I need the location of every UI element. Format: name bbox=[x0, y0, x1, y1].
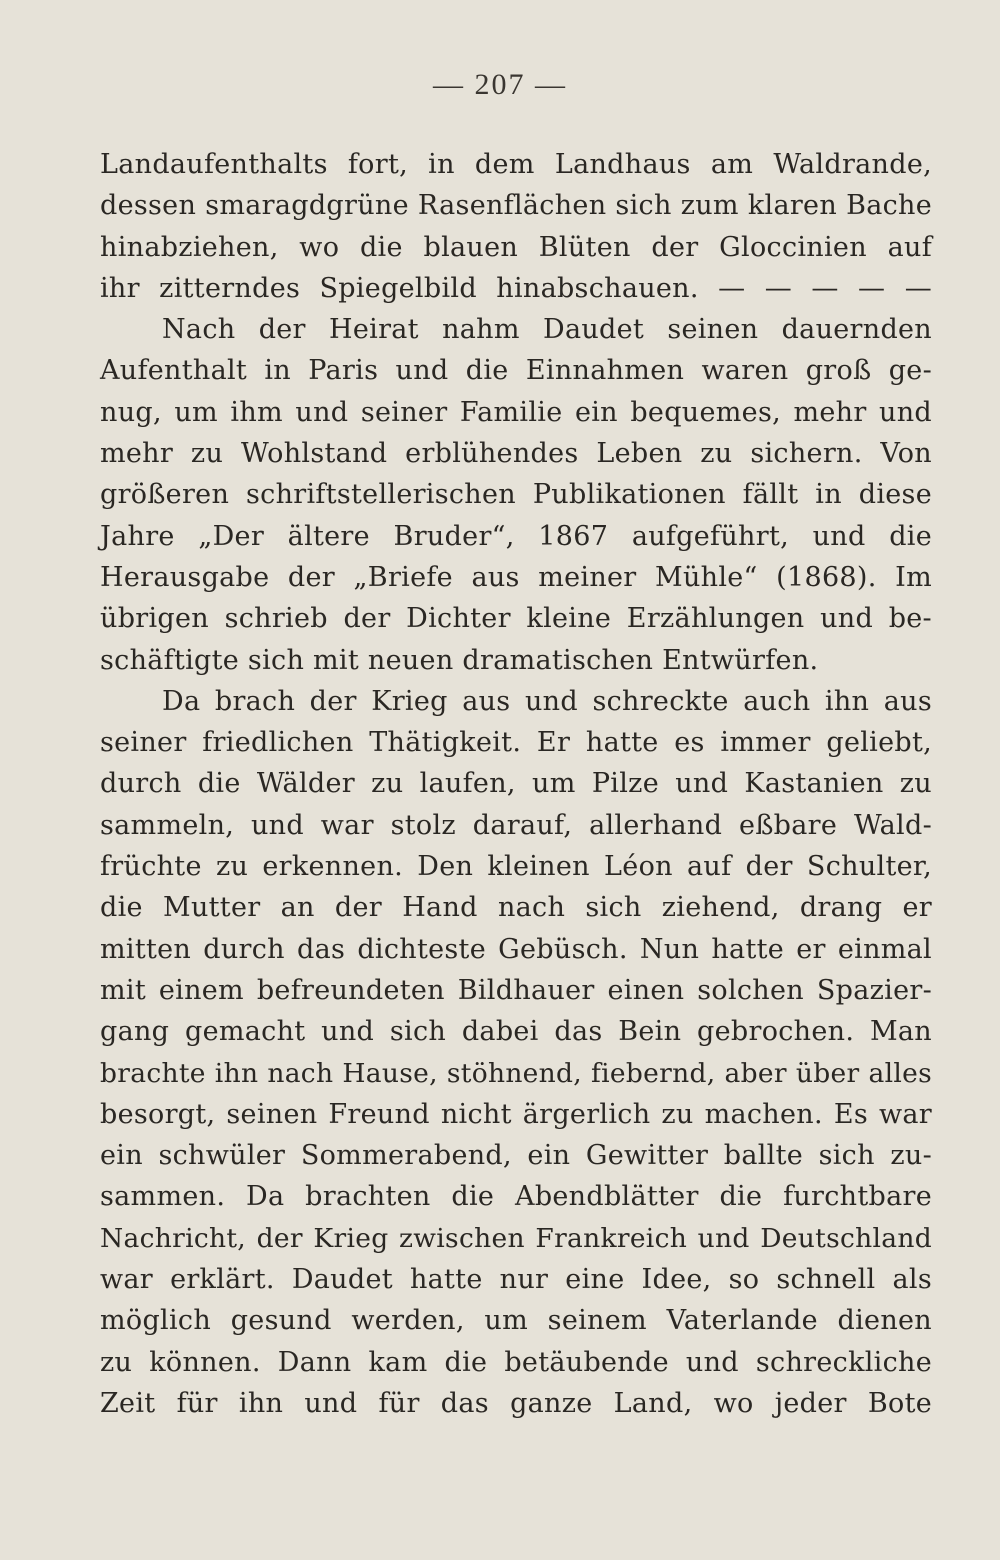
text-line: durch die Wälder zu laufen, um Pilze und Kastanien zu bbox=[100, 768, 932, 800]
text-line: sammen. Da brachten die Abendblätter die furchtbare bbox=[100, 1181, 932, 1213]
text-line: übrigen schrieb der Dichter kleine Erzählungen und be- bbox=[100, 603, 932, 635]
text-line: hinabziehen, wo die blauen Blüten der Gloccinien auf bbox=[100, 231, 932, 263]
text-line: gang gemacht und sich dabei das Bein gebrochen. Man bbox=[100, 1016, 932, 1048]
body-text bbox=[100, 144, 932, 1424]
text-line: Nach der Heirat nahm Daudet seinen dauernden bbox=[162, 314, 932, 346]
text-line: war erklärt. Daudet hatte nur eine Idee, so schnell als bbox=[100, 1264, 932, 1296]
text-line: ihr zitterndes Spiegelbild hinabschauen. — — — — — bbox=[100, 272, 932, 304]
text-line: besorgt, seinen Freund nicht ärgerlich zu machen. Es war bbox=[100, 1098, 932, 1130]
text-line: zu können. Dann kam die betäubende und schreckliche bbox=[100, 1346, 932, 1378]
text-line: mit einem befreundeten Bildhauer einen solchen Spazier- bbox=[100, 974, 932, 1006]
text-line: Landaufenthalts fort, in dem Landhaus am Waldrande, bbox=[100, 149, 932, 180]
text-line: seiner friedlichen Thätigkeit. Er hatte es immer geliebt, bbox=[100, 727, 932, 759]
text-line: früchte zu erkennen. Den kleinen Léon auf der Schulter, bbox=[100, 851, 932, 883]
text-line: Zeit für ihn und für das ganze Land, wo jeder Bote bbox=[100, 1387, 932, 1419]
text-line: die Mutter an der Hand nach sich ziehend, drang er bbox=[100, 892, 932, 924]
text-line: Herausgabe der „Briefe aus meiner Mühle“ (1868). Im bbox=[100, 561, 932, 593]
text-line: Nachricht, der Krieg zwischen Frankreich und Deutschland bbox=[100, 1222, 932, 1254]
text-line: mitten durch das dichteste Gebüsch. Nun hatte er einmal bbox=[100, 933, 932, 965]
text-line: schäftigte sich mit neuen dramatischen Entwürfen. bbox=[100, 644, 819, 676]
page-number: — 207 — bbox=[433, 68, 567, 101]
text-line: sammeln, und war stolz darauf, allerhand eßbare Wald- bbox=[100, 809, 932, 841]
text-line: ein schwüler Sommerabend, ein Gewitter ballte sich zu- bbox=[100, 1140, 932, 1172]
text-line: Aufenthalt in Paris und die Einnahmen waren groß ge- bbox=[100, 355, 932, 387]
text-line: Jahre „Der ältere Bruder“, 1867 aufgeführt, und die bbox=[100, 520, 932, 552]
text-line: nug, um ihm und seiner Familie ein bequemes, mehr und bbox=[100, 396, 932, 428]
text-line: Da brach der Krieg aus und schreckte auch ihn aus bbox=[162, 685, 932, 717]
text-line: mehr zu Wohlstand erblühendes Leben zu sichern. Von bbox=[100, 438, 932, 470]
text-line: größeren schriftstellerischen Publikationen fällt in diese bbox=[100, 479, 932, 511]
text-line: möglich gesund werden, um seinem Vaterlande dienen bbox=[100, 1305, 932, 1337]
text-line: brachte ihn nach Hause, stöhnend, fiebernd, aber über alles bbox=[100, 1057, 932, 1089]
text-line: dessen smaragdgrüne Rasenflächen sich zum klaren Bache bbox=[100, 190, 932, 222]
